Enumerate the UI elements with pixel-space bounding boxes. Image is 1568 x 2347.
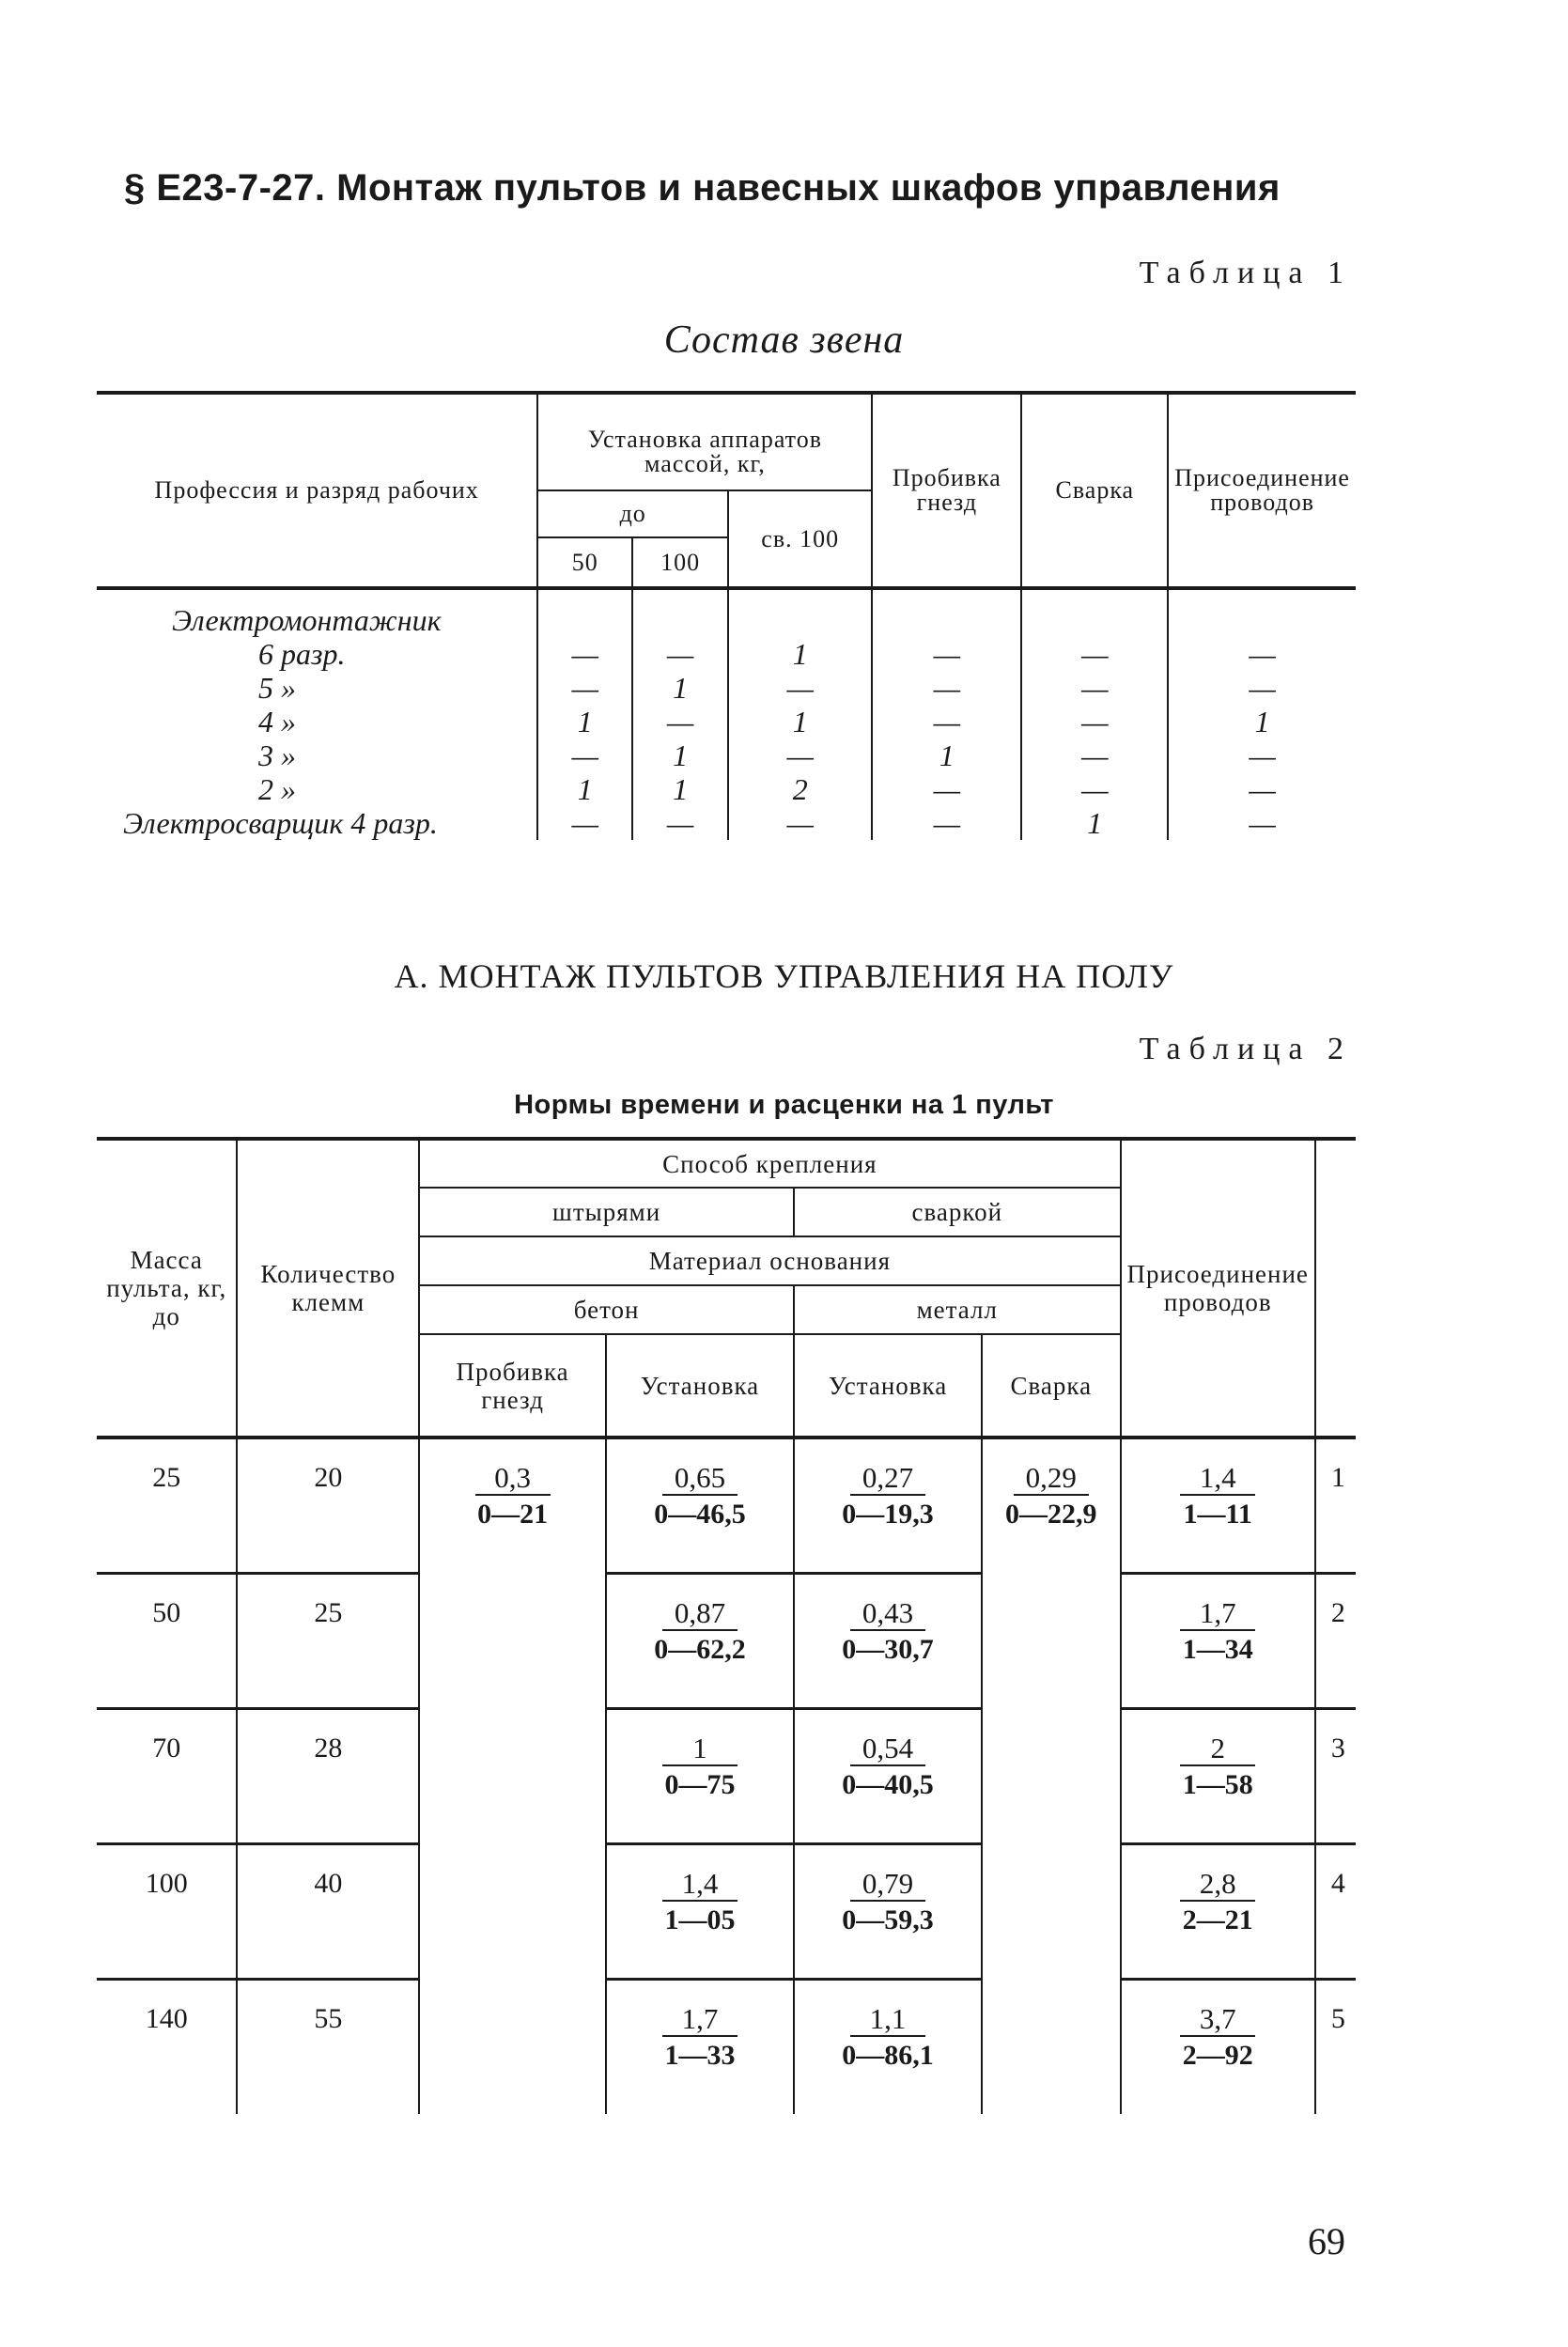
table2-label: Таблица 2 xyxy=(1139,1032,1352,1066)
table1-title: Состав звена xyxy=(663,319,905,362)
header-over100: св. 100 xyxy=(728,490,872,588)
header-installation: Установка аппаратов массой, кг, xyxy=(537,393,872,490)
table-row: 3 » — 1 — 1 — — xyxy=(97,738,1356,772)
header-weld: сваркой xyxy=(794,1188,1121,1236)
table-row: 5 » — 1 — — — — xyxy=(97,671,1356,705)
header-metal: металл xyxy=(794,1285,1121,1334)
page-number: 69 xyxy=(1308,2220,1345,2262)
header-connection: Присоединение проводов xyxy=(1121,1139,1315,1438)
header-material: Материал основания xyxy=(419,1236,1120,1285)
header-50: 50 xyxy=(537,537,632,588)
group-label: Электромонтажник xyxy=(172,603,442,637)
table1-label: Таблица 1 xyxy=(1139,256,1352,290)
time-norms-table xyxy=(97,1137,1356,2114)
table-row: 25 20 $\frac{0,3}{0—21}$ $\frac{0,65}{0—46,5}$ $\frac{0,27}{0—19,3}$ $\frac{0,29}{0—22,9}$ $\frac{1,4}{1—11}$ 1 xyxy=(97,1438,1356,1573)
table-row: 140 55 $\frac{1,7}{1—33}$ $\frac{1,1}{0—86,1}$ $\frac{3,7}{2—92}$ 5 xyxy=(97,1979,1356,2114)
header-100: 100 xyxy=(632,537,728,588)
crew-composition-table xyxy=(97,391,1356,840)
header-install-1: Установка xyxy=(606,1334,794,1438)
header-terminals: Количество клемм xyxy=(237,1139,419,1438)
table-row: 50 25 $\frac{0,87}{0—62,2}$ $\frac{0,43}{0—30,7}$ $\frac{1,7}{1—34}$ 2 xyxy=(97,1573,1356,1708)
header-connection: Присоединение проводов xyxy=(1168,393,1356,588)
header-punching: Пробивка гнезд xyxy=(419,1334,606,1438)
table2-title: Нормы времени и расценки на 1 пульт xyxy=(514,1090,1054,1120)
header-method: Способ крепления xyxy=(419,1139,1120,1188)
header-profession: Профессия и разряд рабочих xyxy=(97,393,537,588)
header-upto: до xyxy=(537,490,728,537)
table-row: 100 40 $\frac{1,4}{1—05}$ $\frac{0,79}{0—59,3}$ $\frac{2,8}{2—21}$ 4 xyxy=(97,1843,1356,1979)
header-install-2: Установка xyxy=(794,1334,982,1438)
section-heading: § Е23-7-27. Монтаж пультов и навесных шкафов управления xyxy=(124,167,1281,209)
header-mass: Масса пульта, кг, до xyxy=(97,1139,237,1438)
table-row: 70 28 $\frac{1}{0—75}$ $\frac{0,54}{0—40,5}$ $\frac{2}{1—58}$ 3 xyxy=(97,1708,1356,1843)
table-row: Электросварщик 4 разр. — — — — 1 — xyxy=(97,806,1356,840)
header-concrete: бетон xyxy=(419,1285,794,1334)
header-welding: Сварка xyxy=(1021,393,1168,588)
table-row: 6 разр. — — 1 — — — xyxy=(97,637,1356,671)
table-row: 2 » 1 1 2 — — — xyxy=(97,772,1356,806)
header-punching: Пробивка гнезд xyxy=(872,393,1021,588)
section-title: А. МОНТАЖ ПУЛЬТОВ УПРАВЛЕНИЯ НА ПОЛУ xyxy=(394,957,1174,995)
header-welding: Сварка xyxy=(982,1334,1120,1438)
header-pins: штырями xyxy=(419,1188,794,1236)
table-row: 4 » 1 — 1 — — 1 xyxy=(97,705,1356,738)
